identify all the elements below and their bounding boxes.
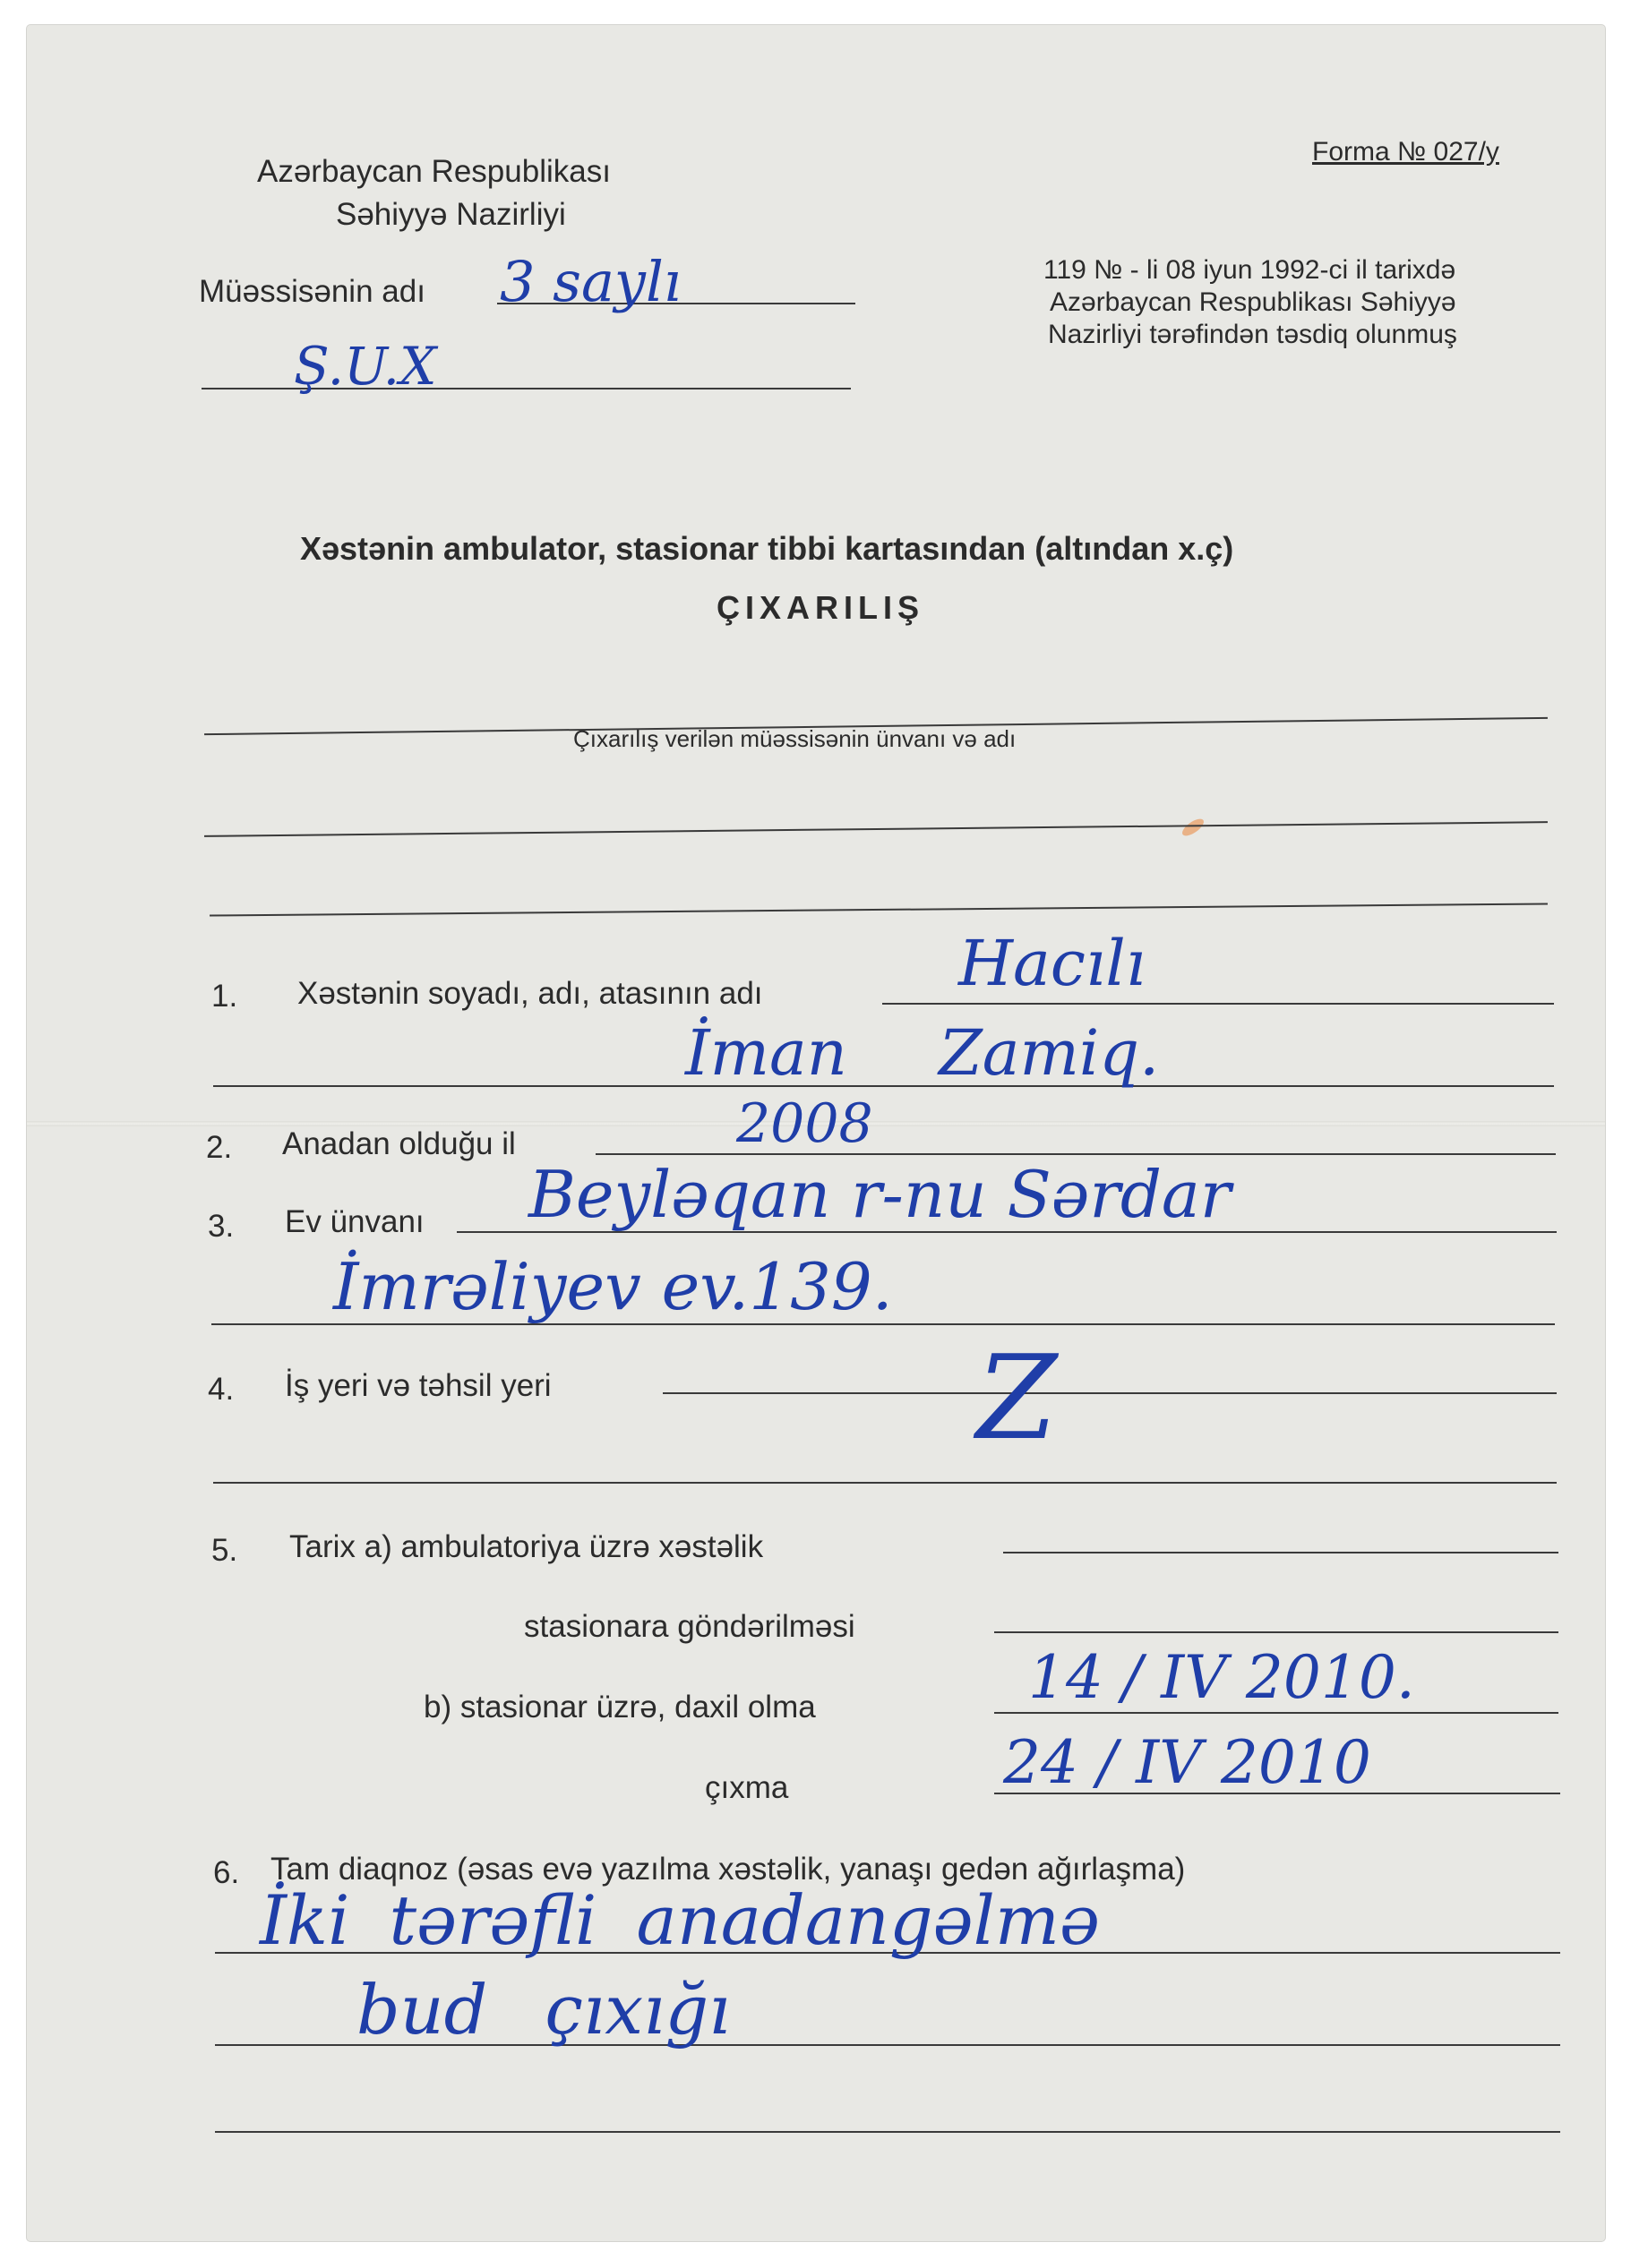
field-1-number: 1. — [211, 979, 238, 1014]
approval-line-1: 119 № - li 08 iyun 1992-ci il tarixdə — [1043, 255, 1456, 285]
header-republic: Azərbaycan Respublikası — [257, 154, 611, 189]
field-6-number: 6. — [213, 1855, 240, 1890]
field-1-label: Xəstənin soyadı, adı, atasının adı — [297, 976, 763, 1011]
field-4-line-2 — [213, 1482, 1557, 1484]
institution-handwriting-1: 3 saylı — [500, 249, 682, 314]
field-6-line-3 — [215, 2131, 1560, 2133]
field-5-label-a: Tarix a) ambulatoriya üzrə xəstəlik — [289, 1529, 764, 1564]
field-3-handwriting-address-1: Beyləqan r-nu Sərdar — [528, 1157, 1232, 1232]
field-1-line-1 — [882, 1003, 1554, 1005]
field-2-handwriting-year: 2008 — [736, 1092, 873, 1155]
header-ministry: Səhiyyə Nazirliyi — [336, 197, 566, 232]
field-5-label-a-cont: stasionara göndərilməsi — [524, 1609, 855, 1644]
field-1-handwriting-name: İman Zamiq. — [685, 1016, 1160, 1090]
field-5-label-b: b) stasionar üzrə, daxil olma — [424, 1690, 816, 1725]
field-4-label: İş yeri və təhsil yeri — [285, 1368, 552, 1403]
approval-line-3: Nazirliyi tərəfindən təsdiq olunmuş — [1048, 320, 1457, 349]
field-5-line-b — [994, 1712, 1558, 1714]
field-2-number: 2. — [206, 1130, 233, 1165]
field-3-number: 3. — [208, 1209, 235, 1244]
field-5-number: 5. — [211, 1533, 238, 1568]
field-5-handwriting-admission: 14 / IV 2010. — [1028, 1643, 1415, 1712]
field-3-handwriting-address-2: İmrəliyev ev.139. — [333, 1249, 893, 1324]
field-6-label: Tam diaqnoz (əsas evə yazılma xəstəlik, yanaşı gedən ağırlaşma) — [270, 1852, 1186, 1887]
institution-label: Müəssisənin adı — [199, 274, 425, 309]
field-5-line-a2 — [994, 1631, 1558, 1633]
field-5-handwriting-discharge: 24 / IV 2010 — [1003, 1728, 1371, 1797]
institution-handwriting-2: Ş.U.X — [294, 336, 437, 397]
field-6-handwriting-diagnosis-2: bud çıxığı — [356, 1970, 731, 2050]
document-title: Xəstənin ambulator, stasionar tibbi kartasından (altından x.ç) — [300, 530, 1234, 567]
field-4-number: 4. — [208, 1372, 235, 1407]
field-4-line-1 — [663, 1392, 1557, 1394]
field-2-label: Anadan olduğu il — [282, 1126, 516, 1161]
document-subtitle: ÇIXARILIŞ — [717, 589, 925, 626]
field-6-handwriting-diagnosis-1: İki tərəfli anadangəlmə — [260, 1880, 1100, 1960]
approval-line-2: Azərbaycan Respublikası Səhiyyə — [1050, 287, 1456, 317]
field-5-label-c: çıxma — [705, 1770, 789, 1805]
field-1-handwriting-surname: Hacılı — [958, 927, 1146, 1000]
address-caption: Çıxarılış verilən müəssisənin ünvanı və adı — [573, 725, 1017, 752]
form-number: Forma № 027/y — [1312, 137, 1499, 167]
field-3-label: Ev ünvanı — [285, 1204, 425, 1239]
field-4-handwriting-dash: Z — [976, 1330, 1058, 1466]
field-5-line-a — [1003, 1552, 1558, 1553]
